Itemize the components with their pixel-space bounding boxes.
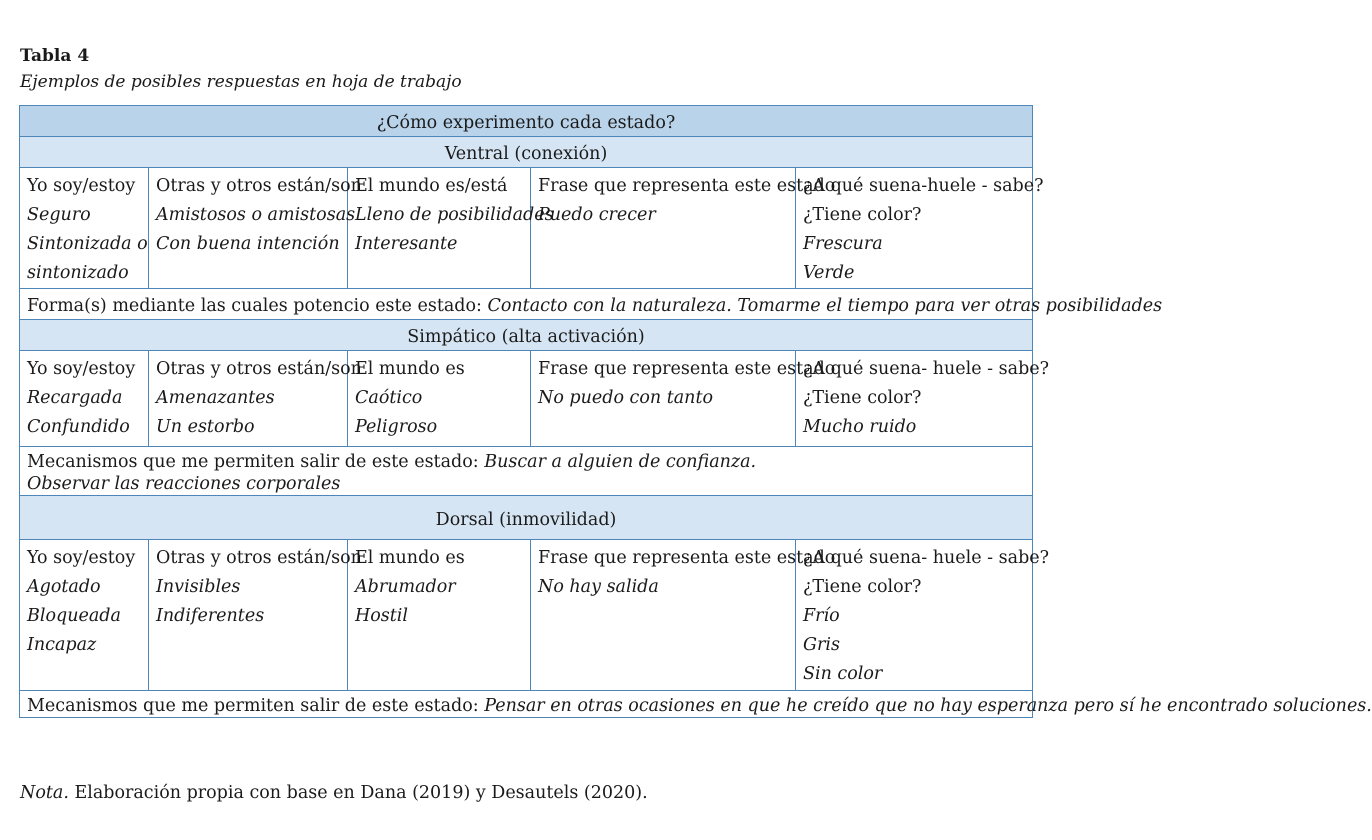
table-header-row	[20, 106, 1033, 137]
list-item: Seguro	[27, 205, 91, 225]
list-item: Mucho ruido	[803, 417, 917, 437]
section-row-ventral	[20, 137, 1033, 168]
list-item: Confundido	[27, 417, 130, 437]
table-note	[20, 783, 648, 803]
col-head: ¿A qué suena-huele - sabe?	[803, 176, 1044, 196]
footer-label: Forma(s) mediante las cuales potencio este estado:	[27, 296, 488, 316]
footer-row-ventral	[20, 289, 1033, 320]
cell-sensaciones	[796, 540, 1050, 691]
col-head-2: ¿Tiene color?	[803, 388, 922, 408]
cell-sensaciones	[796, 168, 1044, 289]
footer-label: Mecanismos que me permiten salir de este estado:	[27, 696, 485, 716]
note-text: Elaboración propia con base en Dana (2019) y Desautels (2020).	[68, 783, 648, 803]
list-item: Lleno de posibilidades	[355, 205, 554, 225]
section-title-dorsal: Dorsal (inmovilidad)	[20, 496, 1033, 540]
list-item: Un estorbo	[156, 417, 255, 437]
cell-otras-y-otros	[149, 168, 362, 289]
list-item: Verde	[803, 263, 855, 283]
cell-el-mundo	[348, 351, 531, 447]
footer-row-simpatico	[20, 447, 1033, 496]
col-head: Yo soy/estoy	[27, 548, 136, 568]
col-head: El mundo es/está	[355, 176, 508, 196]
col-head: Yo soy/estoy	[27, 359, 136, 379]
cell-yo-soy	[20, 540, 149, 691]
cell-frase	[531, 351, 836, 447]
list-item: Frío	[803, 606, 840, 626]
list-item: Caótico	[355, 388, 423, 408]
data-row-ventral	[20, 168, 1033, 289]
col-head: Otras y otros están/son	[156, 359, 362, 379]
list-item: Amenazantes	[156, 388, 275, 408]
cell-el-mundo	[348, 540, 531, 691]
footer-simpatico	[20, 447, 1033, 496]
cell-yo-soy	[20, 168, 149, 289]
section-title-ventral: Ventral (conexión)	[20, 137, 1033, 168]
list-item: Sintonizada o	[27, 234, 148, 254]
cell-el-mundo	[348, 168, 554, 289]
cell-otras-y-otros	[149, 540, 362, 691]
col-head: El mundo es	[355, 548, 465, 568]
col-head: Frase que representa este estado	[538, 359, 836, 379]
list-item: Sin color	[803, 664, 883, 684]
section-row-dorsal	[20, 496, 1033, 540]
list-item: Recargada	[27, 388, 123, 408]
states-table	[19, 105, 1372, 718]
section-title-simpatico: Simpático (alta activación)	[20, 320, 1033, 351]
list-item: Invisibles	[156, 577, 241, 597]
col-head: Frase que representa este estado	[538, 176, 836, 196]
list-item: No puedo con tanto	[538, 388, 714, 408]
col-head: El mundo es	[355, 359, 465, 379]
col-head: Yo soy/estoy	[27, 176, 136, 196]
col-head: Otras y otros están/son	[156, 176, 362, 196]
list-item: Bloqueada	[27, 606, 121, 626]
table-header: ¿Cómo experimento cada estado?	[20, 106, 1033, 137]
list-item: Incapaz	[27, 635, 97, 655]
list-item: Puedo crecer	[538, 205, 656, 225]
section-row-simpatico	[20, 320, 1033, 351]
col-head: Otras y otros están/son	[156, 548, 362, 568]
table-subtitle: Ejemplos de posibles respuestas en hoja de trabajo	[20, 72, 462, 92]
footer-ventral	[20, 289, 1163, 320]
data-row-dorsal	[20, 540, 1033, 691]
footer-text: Buscar a alguien de confianza.	[484, 452, 757, 472]
col-head-2: ¿Tiene color?	[803, 205, 922, 225]
list-item: Amistosos o amistosas	[156, 205, 356, 225]
footer-dorsal	[20, 691, 1372, 718]
list-item: Abrumador	[355, 577, 456, 597]
list-item: Hostil	[355, 606, 409, 626]
note-label: Nota.	[20, 783, 69, 803]
footer-text-2: Observar las reacciones corporales	[27, 474, 341, 494]
footer-row-dorsal	[20, 691, 1033, 718]
list-item: Peligroso	[355, 417, 438, 437]
cell-otras-y-otros	[149, 351, 362, 447]
footer-text: Pensar en otras ocasiones en que he creído que no hay esperanza pero sí he encontrado soluciones.	[484, 696, 1372, 716]
footer-label: Mecanismos que me permiten salir de este estado:	[27, 452, 485, 472]
col-head-2: ¿Tiene color?	[803, 577, 922, 597]
table-number: Tabla 4	[20, 46, 90, 66]
col-head: ¿A qué suena- huele - sabe?	[803, 359, 1050, 379]
list-item: Gris	[803, 635, 840, 655]
footer-text: Contacto con la naturaleza. Tomarme el tiempo para ver otras posibilidades	[487, 296, 1163, 316]
list-item: sintonizado	[27, 263, 129, 283]
list-item: Interesante	[355, 234, 458, 254]
list-item: Con buena intención	[156, 234, 340, 254]
data-row-simpatico	[20, 351, 1033, 447]
list-item: Indiferentes	[156, 606, 265, 626]
cell-yo-soy	[20, 351, 149, 447]
col-head: Frase que representa este estado	[538, 548, 836, 568]
list-item: Agotado	[27, 577, 101, 597]
list-item: Frescura	[803, 234, 883, 254]
col-head: ¿A qué suena- huele - sabe?	[803, 548, 1050, 568]
cell-sensaciones	[796, 351, 1050, 447]
list-item: No hay salida	[538, 577, 659, 597]
